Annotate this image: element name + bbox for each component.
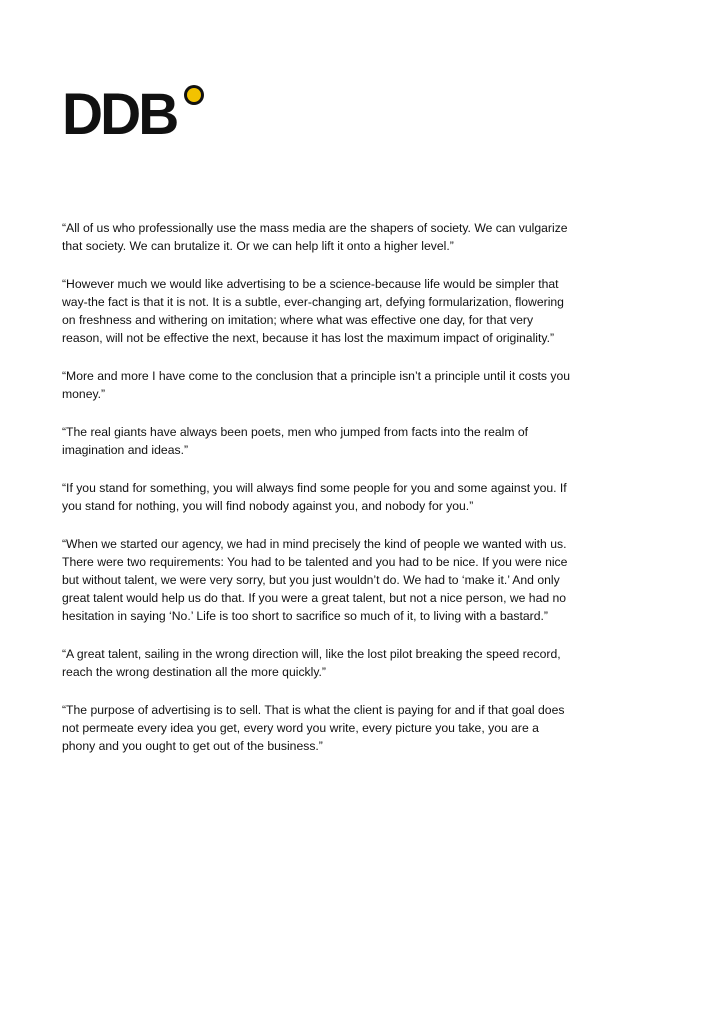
ddb-logo: [62, 82, 212, 147]
quote-paragraph: “A great talent, sailing in the wrong direction will, like the lost pilot breaking the speed record, reach the wrong destination all the more quickly.”: [62, 647, 561, 679]
quote-paragraph: “More and more I have come to the conclusion that a principle isn’t a principle until it costs you money.”: [62, 369, 571, 401]
quote-paragraph: “The purpose of advertising is to sell. That is what the client is paying for and if that goal does not permeate every idea you get, every word you write, every picture you take, you are a phony and you ought to get out of the business.”: [62, 703, 565, 753]
quotes-list: [62, 219, 572, 775]
quote-paragraph: “However much we would like advertising to be a science-because life would be simpler that way-the fact is that it is not. It is a subtle, ever-changing art, defying formularization, flowering on freshness and withering on imitation; where what was effective one day, for that very reason, will not be effective the next, because it has lost the maximum impact of originality.”: [62, 277, 564, 345]
logo-wordmark: DDB: [62, 82, 177, 147]
quote-paragraph: “If you stand for something, you will always find some people for you and some against you. If you stand for nothing, you will find nobody against you, and nobody for you.”: [62, 481, 567, 513]
quote-paragraph: “When we started our agency, we had in mind precisely the kind of people we wanted with us. There were two requirements: You had to be talented and you had to be nice. If you were nice but without talent, we were very sorry, but you just wouldn’t do. We had to ‘make it.’ And only great talent would help us do that. If you were a great talent, but not a nice person, we had no hesitation in saying ‘No.’ Life is too short to sacrifice so much of it, to living with a bastard.”: [62, 537, 568, 623]
logo-dot-icon: [187, 88, 201, 102]
quote-paragraph: “All of us who professionally use the mass media are the shapers of society. We can vulgarize that society. We can brutalize it. Or we can help lift it onto a higher level.”: [62, 221, 568, 253]
quote-paragraph: “The real giants have always been poets, men who jumped from facts into the realm of imagination and ideas.”: [62, 425, 529, 457]
